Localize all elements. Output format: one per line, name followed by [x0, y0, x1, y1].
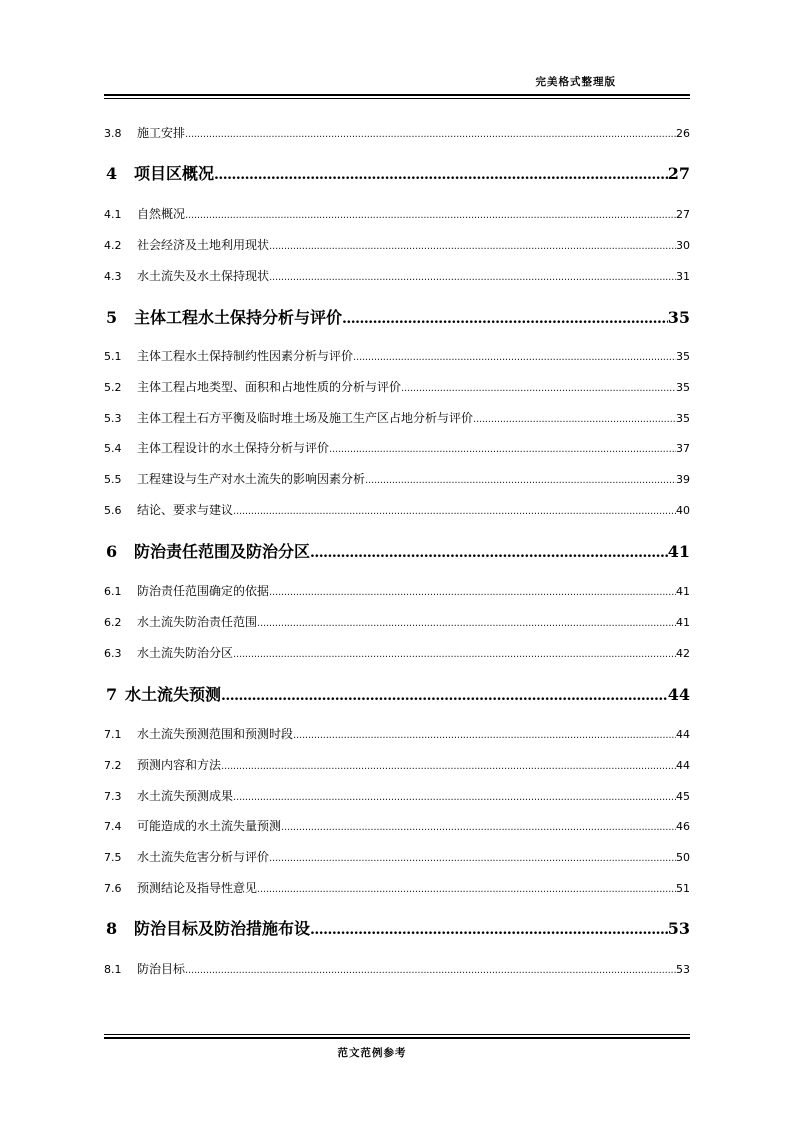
toc-leader	[401, 382, 676, 396]
toc-leader	[473, 413, 676, 427]
toc-number: 5.6	[104, 504, 122, 517]
toc-page: 50	[676, 851, 690, 864]
toc-page: 35	[676, 412, 690, 425]
toc-title: 水土流失预测	[125, 685, 222, 704]
header-rule	[104, 94, 690, 96]
toc-entry-5-5[interactable]	[104, 472, 690, 488]
toc-leader	[214, 165, 668, 185]
toc-page: 44	[676, 759, 690, 772]
toc-number: 7.2	[104, 759, 122, 772]
toc-page: 31	[676, 270, 690, 283]
toc-page: 26	[676, 127, 690, 140]
toc-page: 30	[676, 239, 690, 252]
toc-leader	[233, 648, 676, 662]
toc-number: 6.3	[104, 647, 122, 660]
toc-page: 39	[676, 473, 690, 486]
toc-leader	[221, 760, 676, 774]
toc-number: 7	[106, 685, 118, 704]
toc-title: 社会经济及土地利用现状	[137, 238, 270, 252]
toc-entry-5-1[interactable]	[104, 349, 690, 365]
toc-number: 3.8	[104, 127, 122, 140]
header-rule-thin	[104, 98, 690, 99]
toc-number: 4	[106, 164, 118, 183]
toc-title: 项目区概况	[134, 164, 215, 183]
toc-title: 水土流失危害分析与评价	[137, 850, 270, 864]
toc-title: 预测结论及指导性意见	[137, 881, 258, 895]
toc-title: 主体工程水土保持制约性因素分析与评价	[137, 349, 354, 363]
toc-page: 35	[667, 308, 690, 327]
toc-number: 6.2	[104, 616, 122, 629]
toc-leader	[185, 964, 676, 978]
toc-number: 5.1	[104, 350, 122, 363]
footer-rule	[104, 1037, 690, 1039]
toc-leader	[269, 240, 676, 254]
toc-leader	[365, 474, 676, 488]
toc-title: 水土流失预测范围和预测时段	[137, 727, 294, 741]
toc-title: 防治目标及防治措施布设	[134, 919, 311, 938]
toc-number: 5.3	[104, 412, 122, 425]
toc-page: 45	[676, 790, 690, 803]
toc-leader	[233, 791, 676, 805]
toc-number: 5	[106, 308, 118, 327]
toc-page: 44	[667, 685, 690, 704]
toc-number: 6	[106, 542, 118, 561]
toc-page: 41	[676, 585, 690, 598]
toc-leader	[257, 617, 676, 631]
toc-page: 53	[667, 919, 690, 938]
toc-leader	[269, 271, 676, 285]
toc-number: 8	[106, 919, 118, 938]
toc-entry-6-2[interactable]	[104, 615, 690, 631]
toc-entry-4-3[interactable]	[104, 269, 690, 285]
toc-chapter-4[interactable]	[104, 164, 690, 185]
toc-title: 结论、要求与建议	[137, 503, 234, 517]
toc-number: 7.1	[104, 728, 122, 741]
toc-title: 防治目标	[137, 962, 186, 976]
toc-number: 6.1	[104, 585, 122, 598]
footer-rule-thin	[104, 1034, 690, 1035]
toc-number: 7.3	[104, 790, 122, 803]
toc-leader	[269, 852, 676, 866]
toc-number: 7.4	[104, 820, 122, 833]
toc-chapter-6[interactable]	[104, 542, 690, 563]
footer-title: 范文范例参考	[337, 1047, 407, 1059]
toc-leader	[185, 209, 676, 223]
toc-title: 主体工程设计的水土保持分析与评价	[137, 441, 330, 455]
toc-page: 35	[676, 350, 690, 363]
toc-title: 施工安排	[137, 126, 186, 140]
toc-title: 工程建设与生产对水土流失的影响因素分析	[137, 472, 366, 486]
toc-leader	[310, 543, 668, 563]
toc-page: 42	[676, 647, 690, 660]
toc-page: 44	[676, 728, 690, 741]
toc-page: 51	[676, 882, 690, 895]
toc-entry-3-8[interactable]	[104, 126, 690, 142]
toc-chapter-7[interactable]	[104, 685, 690, 706]
toc-title: 水土流失预测成果	[137, 789, 234, 803]
toc-entry-7-5[interactable]	[104, 850, 690, 866]
toc-title: 防治责任范围确定的依据	[137, 584, 270, 598]
toc-leader	[221, 686, 668, 706]
toc-number: 4.1	[104, 208, 122, 221]
toc-entry-7-1[interactable]	[104, 727, 690, 743]
toc-page: 27	[667, 164, 690, 183]
toc-entry-8-1[interactable]	[104, 962, 690, 978]
toc-entry-6-1[interactable]	[104, 584, 690, 600]
toc-number: 5.2	[104, 381, 122, 394]
toc-title: 水土流失防治分区	[137, 646, 234, 660]
toc-title: 水土流失及水土保持现状	[137, 269, 270, 283]
toc-page: 53	[676, 963, 690, 976]
toc-page: 46	[676, 820, 690, 833]
toc-entry-4-2[interactable]	[104, 238, 690, 254]
toc-entry-5-6[interactable]	[104, 503, 690, 519]
toc-entry-7-6[interactable]	[104, 881, 690, 897]
toc-number: 4.2	[104, 239, 122, 252]
toc-chapter-5[interactable]	[104, 308, 690, 329]
toc-entry-6-3[interactable]	[104, 646, 690, 662]
toc-title: 主体工程占地类型、面积和占地性质的分析与评价	[137, 380, 402, 394]
toc-chapter-8[interactable]	[104, 919, 690, 940]
toc-title: 主体工程土石方平衡及临时堆土场及施工生产区占地分析与评价	[137, 411, 474, 425]
page-header	[104, 74, 690, 99]
toc-title: 水土流失防治责任范围	[137, 615, 258, 629]
toc-entry-5-2[interactable]	[104, 380, 690, 396]
toc-entry-5-3[interactable]	[104, 411, 690, 427]
toc-page: 41	[676, 616, 690, 629]
toc-number: 8.1	[104, 963, 122, 976]
toc-leader	[269, 586, 676, 600]
toc-page: 40	[676, 504, 690, 517]
toc-entry-7-4[interactable]	[104, 819, 690, 835]
toc-entry-5-4[interactable]	[104, 441, 690, 457]
toc-page: 41	[667, 542, 690, 561]
toc-leader	[185, 128, 676, 142]
toc-number: 5.4	[104, 442, 122, 455]
toc-number: 5.5	[104, 473, 122, 486]
toc-entry-4-1[interactable]	[104, 207, 690, 223]
header-title: 完美格式整理版	[535, 76, 616, 88]
toc-title: 自然概况	[137, 207, 186, 221]
toc-title: 可能造成的水土流失量预测	[137, 819, 282, 833]
toc-leader	[257, 883, 676, 897]
toc-title: 防治责任范围及防治分区	[134, 542, 311, 561]
toc-leader	[342, 309, 668, 329]
toc-entry-7-3[interactable]	[104, 789, 690, 805]
toc-leader	[281, 821, 676, 835]
toc-page: 27	[676, 208, 690, 221]
toc-page: 37	[676, 442, 690, 455]
toc-number: 7.6	[104, 882, 122, 895]
toc-entry-7-2[interactable]	[104, 758, 690, 774]
toc-leader	[293, 729, 676, 743]
toc-number: 4.3	[104, 270, 122, 283]
toc-title: 预测内容和方法	[137, 758, 222, 772]
toc-page: 35	[676, 381, 690, 394]
page-footer	[104, 1034, 690, 1060]
toc-title: 主体工程水土保持分析与评价	[134, 308, 343, 327]
toc-leader	[353, 351, 676, 365]
toc-leader	[310, 920, 668, 940]
toc-number: 7.5	[104, 851, 122, 864]
toc-leader	[329, 443, 676, 457]
toc-leader	[233, 505, 676, 519]
